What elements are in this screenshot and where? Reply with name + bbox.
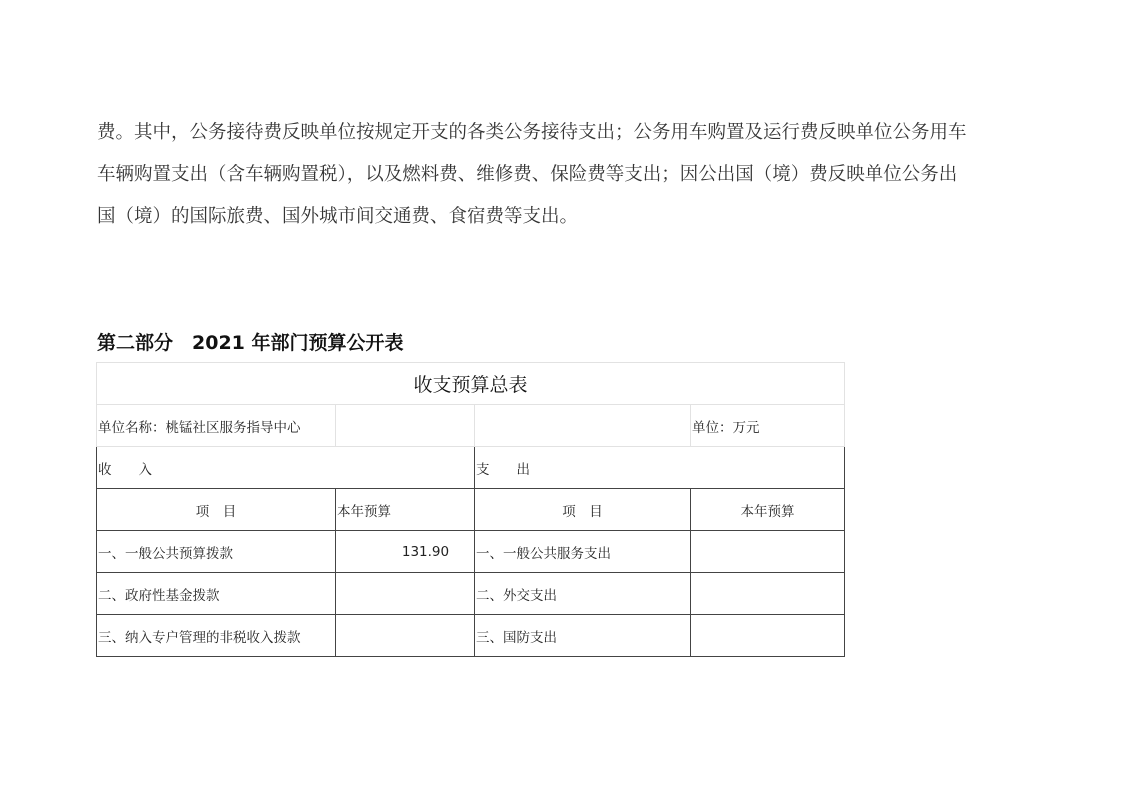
expense-budget-header: 本年预算 — [691, 489, 845, 531]
table-row — [97, 615, 845, 657]
table-row — [97, 531, 845, 573]
paragraph-line: 国（境）的国际旅费、国外城市间交通费、食宿费等支出。 — [97, 206, 579, 227]
income-value — [336, 573, 475, 615]
empty-cell — [336, 405, 475, 447]
body-paragraph — [97, 112, 1037, 238]
income-header: 收 入 — [97, 447, 475, 489]
income-item: 一、一般公共预算拨款 — [97, 531, 336, 573]
expense-value — [691, 573, 845, 615]
table-row — [97, 573, 845, 615]
unit-name: 单位名称：桃锰社区服务指导中心 — [97, 405, 336, 447]
expense-value — [691, 615, 845, 657]
income-value: 131.90 — [336, 531, 475, 573]
income-item: 三、纳入专户管理的非税收入拨款 — [97, 615, 336, 657]
expense-item: 一、一般公共服务支出 — [475, 531, 691, 573]
paragraph-line: 费。其中，公务接待费反映单位按规定开支的各类公务接待支出；公务用车购置及运行费反映单位公务用车 — [97, 122, 967, 143]
empty-cell — [475, 405, 691, 447]
expense-item-header: 项 目 — [475, 489, 691, 531]
income-item: 二、政府性基金拨款 — [97, 573, 336, 615]
expense-header: 支 出 — [475, 447, 845, 489]
expense-value — [691, 531, 845, 573]
income-value — [336, 615, 475, 657]
section-title: 第二部分 2021 年部门预算公开表 — [97, 332, 404, 354]
income-budget-header: 本年预算 — [336, 489, 475, 531]
paragraph-line: 车辆购置支出（含车辆购置税），以及燃料费、维修费、保险费等支出；因公出国（境）费反映单位公务出 — [97, 164, 958, 185]
expense-item: 二、外交支出 — [475, 573, 691, 615]
income-item-header: 项 目 — [97, 489, 336, 531]
expense-item: 三、国防支出 — [475, 615, 691, 657]
table-caption: 收支预算总表 — [97, 363, 845, 405]
unit-label: 单位：万元 — [691, 405, 845, 447]
budget-summary-table — [96, 362, 845, 657]
